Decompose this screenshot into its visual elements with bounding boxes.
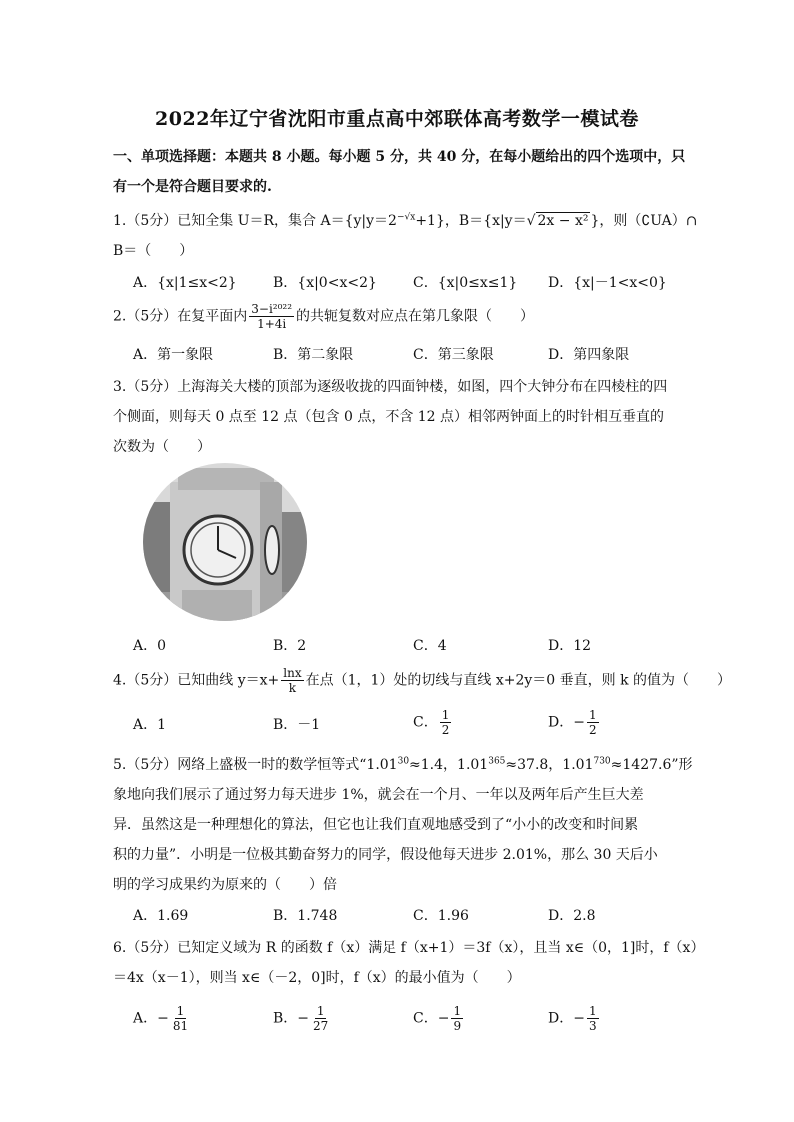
q3-option-a[interactable]: A．0	[133, 638, 167, 654]
q2-denominator: 1+4i	[257, 317, 287, 331]
q1-option-c[interactable]: C．{x|0≤x≤1}	[413, 275, 518, 291]
q1-radicand: 2x − x²	[537, 213, 589, 229]
q5-exponent-3: 730	[593, 756, 611, 767]
q4-denominator: k	[288, 681, 297, 695]
q6-option-c-fraction	[451, 1004, 463, 1033]
q6-option-c[interactable]	[413, 1004, 465, 1033]
q6-option-c-numerator: 1	[453, 1004, 462, 1018]
q4-option-d[interactable]	[548, 708, 601, 737]
q4-option-b[interactable]: B．－1	[273, 717, 321, 733]
q6-option-a[interactable]	[133, 1004, 192, 1033]
q1-option-b[interactable]: B．{x|0<x<2}	[273, 275, 377, 291]
q5-option-a[interactable]: A．1.69	[133, 908, 189, 924]
q5-stem-line3: 异．虽然这是一种理想化的算法，但它也让我们直观地感受到了“小小的改变和时间累	[113, 817, 639, 833]
q4-option-d-denominator: 2	[588, 723, 597, 737]
q1-stem-line1	[113, 210, 713, 230]
q3-stem-line1: 3.（5分）上海海关大楼的顶部为逐级收拢的四面钟楼，如图，四个大钟分布在四棱柱的四	[113, 379, 668, 395]
q6-option-b-fraction	[311, 1004, 330, 1033]
q5-option-c[interactable]: C．1.96	[413, 908, 469, 924]
q2-fraction	[249, 302, 294, 331]
q3-stem-line3: 次数为（ ）	[113, 439, 211, 455]
q3-stem-line2: 个侧面，则每天 0 点至 12 点（包含 0 点，不含 12 点）相邻两钟面上的时针相互垂直的	[113, 409, 665, 425]
q6-stem-line1: 6.（5分）已知定义域为 R 的函数 f（x）满足 f（x+1）＝3f（x），且当 x∈（0，1]时，f（x）	[113, 940, 705, 956]
q4-fraction	[281, 666, 303, 695]
q6-option-d-label: D．−	[548, 1010, 585, 1027]
q5-text-c: ≈37.8，1.01	[505, 757, 594, 773]
q2-options	[133, 344, 713, 366]
q5-stem-line4: 积的力量”．小明是一位极其勤奋努力的同学，假设他每天进步 2.01%，那么 30 天后小	[113, 847, 658, 863]
q6-option-d[interactable]	[548, 1004, 601, 1033]
q4-option-d-label: D．−	[548, 714, 585, 731]
q1-option-d[interactable]: D．{x|－1<x<0}	[548, 275, 667, 291]
q6-stem-line2: ＝4x（x－1），则当 x∈（－2，0]时，f（x）的最小值为（ ）	[113, 970, 521, 986]
q2-pre: 2.（5分）在复平面内	[113, 308, 248, 325]
q6-option-d-denominator: 3	[588, 1019, 597, 1033]
q1-options	[133, 272, 713, 294]
q6-options	[133, 1004, 713, 1038]
q5-option-d[interactable]: D．2.8	[548, 908, 596, 924]
q4-stem	[113, 666, 732, 695]
q6-option-a-fraction	[171, 1004, 190, 1033]
q1-exponent: −√x	[396, 212, 416, 223]
q4-options	[133, 708, 713, 740]
q3-option-c[interactable]: C．4	[413, 638, 447, 654]
q4-numerator: lnx	[283, 666, 302, 680]
sqrt-icon: √	[526, 213, 536, 229]
q2-option-a[interactable]: A．第一象限	[133, 347, 214, 363]
q1-stem-line2: B＝（ ）	[113, 243, 194, 259]
q4-pre: 4.（5分）已知曲线 y＝x+	[113, 672, 280, 689]
section-heading-line2: 有一个是符合题目要求的.	[113, 179, 272, 195]
q4-option-c-label: C．	[413, 714, 438, 731]
q3-option-b[interactable]: B．2	[273, 638, 307, 654]
q5-stem-line1	[113, 754, 713, 774]
q2-option-d[interactable]: D．第四象限	[548, 347, 630, 363]
q3-options	[133, 635, 713, 657]
q6-option-d-numerator: 1	[588, 1004, 597, 1018]
q2-stem	[113, 302, 713, 331]
q1-mid: +1}，B＝{x|y＝	[415, 213, 527, 229]
q2-option-c[interactable]: C．第三象限	[413, 347, 494, 363]
q5-text-a: 5.（5分）网络上盛极一时的数学恒等式“1.01	[113, 757, 398, 773]
q4-option-d-fraction	[587, 708, 599, 737]
q4-option-a[interactable]: A．1	[133, 717, 167, 733]
page-title: 2022年辽宁省沈阳市重点高中郊联体高考数学一模试卷	[155, 108, 639, 130]
q6-option-c-denominator: 9	[453, 1019, 462, 1033]
q6-option-c-label: C．−	[413, 1010, 450, 1027]
q6-option-d-fraction	[587, 1004, 599, 1033]
q6-option-a-numerator: 1	[176, 1004, 185, 1018]
q6-option-b-numerator: 1	[316, 1004, 325, 1018]
q1-pre: 1.（5分）已知全集 U＝R，集合 A＝{y|y＝2	[113, 213, 397, 229]
q1-post: }，则（∁UA）∩	[590, 213, 698, 229]
q2-post: 的共轭复数对应点在第几象限（ ）	[296, 308, 535, 325]
q5-exponent-2: 365	[488, 756, 506, 767]
q6-option-b[interactable]	[273, 1004, 332, 1033]
q1-option-a[interactable]: A．{x|1≤x<2}	[133, 275, 237, 291]
q4-option-c-numerator: 1	[441, 708, 450, 722]
q6-option-a-denominator: 81	[172, 1019, 189, 1033]
q4-option-c-fraction	[440, 708, 452, 737]
q2-option-b[interactable]: B．第二象限	[273, 347, 354, 363]
q4-option-c-denominator: 2	[441, 723, 450, 737]
q2-numerator: 3−i²⁰²²	[251, 302, 293, 316]
q3-option-d[interactable]: D．12	[548, 638, 592, 654]
q5-text-d: ≈1427.6”形	[610, 757, 693, 773]
clock-tower-illustration	[142, 462, 308, 622]
q5-stem-line2: 象地向我们展示了通过努力每天进步 1%，就会在一个月、一年以及两年后产生巨大差	[113, 787, 644, 803]
q5-exponent-1: 30	[397, 756, 410, 767]
q4-option-d-numerator: 1	[588, 708, 597, 722]
q5-option-b[interactable]: B．1.748	[273, 908, 338, 924]
q6-option-b-denominator: 27	[313, 1019, 329, 1033]
section-heading-line1: 一、单项选择题：本题共 8 小题。每小题 5 分，共 40 分，在每小题给出的四个选项中，只	[113, 149, 686, 165]
q6-option-a-label: A．−	[133, 1010, 169, 1027]
q5-text-b: ≈1.4，1.01	[409, 757, 489, 773]
q5-options	[133, 905, 713, 927]
q5-stem-line5: 明的学习成果约为原来的（ ）倍	[113, 877, 337, 893]
q4-option-c[interactable]	[413, 708, 453, 737]
q6-option-b-label: B．−	[273, 1010, 310, 1027]
q4-post: 在点（1，1）处的切线与直线 x+2y＝0 垂直，则 k 的值为（ ）	[305, 672, 732, 689]
